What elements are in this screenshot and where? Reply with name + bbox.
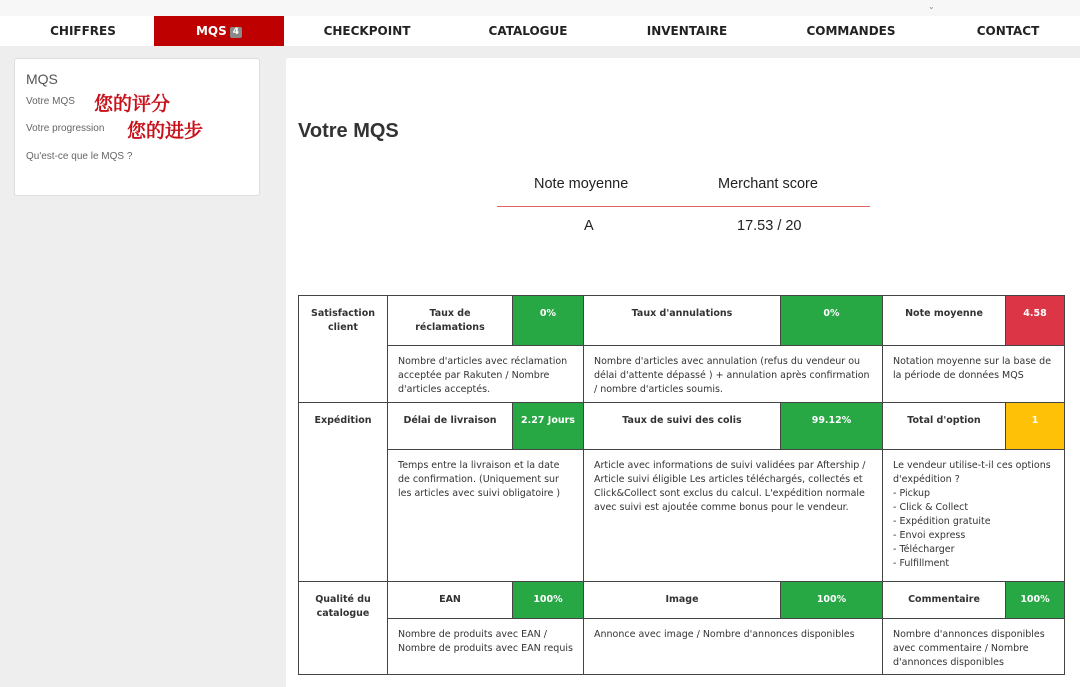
nav-item-catalogue[interactable]: CATALOGUE (488, 24, 568, 38)
metric-value: 0% (513, 296, 584, 346)
annotation-progression: 您的进步 (127, 120, 204, 142)
metric-description: Nombre d'articles avec réclamation acceptée par Rakuten / Nombre d'articles acceptés. (388, 346, 584, 403)
main-panel (286, 58, 1080, 687)
metric-value: 4.58 (1006, 296, 1065, 346)
nav-item-checkpoint[interactable]: CHECKPOINT (323, 24, 411, 38)
sidebar (14, 58, 260, 196)
metric-description: Notation moyenne sur la base de la période de données MQS (883, 346, 1065, 403)
divider (497, 206, 870, 207)
nav-item-inventaire[interactable]: INVENTAIRE (646, 24, 728, 38)
annotation-votre-mqs: 您的评分 (94, 93, 171, 115)
metric-value: 100% (1006, 582, 1065, 619)
mqs-table (298, 295, 1065, 675)
metric-label: EAN (388, 582, 513, 619)
sidebar-link-progression[interactable]: Votre progression (26, 123, 105, 134)
metric-label: Note moyenne (883, 296, 1006, 346)
main-nav (0, 16, 1080, 46)
metric-description: Annonce avec image / Nombre d'annonces disponibles (584, 619, 883, 675)
merchant-score-value: 17.53 / 20 (737, 218, 802, 234)
metric-label: Taux de réclamations (388, 296, 513, 346)
metric-description: Temps entre la livraison et la date de confirmation. (Uniquement sur les articles avec suivi obligatoire ) (388, 450, 584, 582)
metric-description: Nombre d'annonces disponibles avec commentaire / Nombre d'annonces disponibles (883, 619, 1065, 675)
sidebar-title: MQS (26, 71, 58, 87)
nav-item-label: MQS (195, 24, 227, 38)
table-row (299, 619, 1065, 675)
nav-item-contact[interactable]: CONTACT (976, 24, 1040, 38)
metric-description: Nombre de produits avec EAN / Nombre de produits avec EAN requis (388, 619, 584, 675)
page-title: Votre MQS (298, 120, 399, 142)
metric-value: 100% (513, 582, 584, 619)
nav-item-commandes[interactable]: COMMANDES (806, 24, 896, 38)
table-row (299, 403, 1065, 450)
metric-label: Commentaire (883, 582, 1006, 619)
metric-description: Nombre d'articles avec annulation (refus du vendeur ou délai d'attente dépassé ) + annulation après confirmation / nombre d'articles soumis. (584, 346, 883, 403)
metric-value: 2.27 Jours (513, 403, 584, 450)
count-badge: 4 (230, 27, 242, 38)
metric-label: Image (584, 582, 781, 619)
metric-description: Le vendeur utilise-t-il ces options d'expédition ? - Pickup - Click & Collect - Expédition gratuite - Envoi express - Télécharger - Fulfillment (883, 450, 1065, 582)
metric-value: 99.12% (781, 403, 883, 450)
metric-description: Article avec informations de suivi validées par Aftership / Article suivi éligible Les articles téléchargés, collectés et Click&Collect sont exclus du calcul. L'expédition normale avec suivi est ajoutée comme bonus pour le vendeur. (584, 450, 883, 582)
metric-value: 0% (781, 296, 883, 346)
note-moyenne-header: Note moyenne (534, 176, 629, 192)
note-moyenne-value: A (584, 218, 594, 234)
category-label: Expédition (299, 403, 388, 582)
nav-item-mqs[interactable] (154, 16, 284, 46)
nav-item-chiffres[interactable]: CHIFFRES (50, 24, 116, 38)
merchant-score-header: Merchant score (718, 176, 818, 192)
table-row (299, 346, 1065, 403)
table-row (299, 450, 1065, 582)
metric-label: Taux d'annulations (584, 296, 781, 346)
table-row (299, 296, 1065, 346)
top-strip (0, 0, 1080, 16)
metric-value: 100% (781, 582, 883, 619)
metric-value: 1 (1006, 403, 1065, 450)
metric-label: Total d'option (883, 403, 1006, 450)
table-row (299, 582, 1065, 619)
category-label: Qualité du catalogue (299, 582, 388, 675)
sidebar-link-what-is-mqs[interactable]: Qu'est-ce que le MQS ? (26, 151, 133, 162)
chevron-down-icon[interactable]: ⌄ (928, 2, 935, 11)
metric-label: Taux de suivi des colis (584, 403, 781, 450)
category-label: Satisfaction client (299, 296, 388, 403)
metric-label: Délai de livraison (388, 403, 513, 450)
sidebar-link-votre-mqs[interactable]: Votre MQS (26, 96, 75, 107)
